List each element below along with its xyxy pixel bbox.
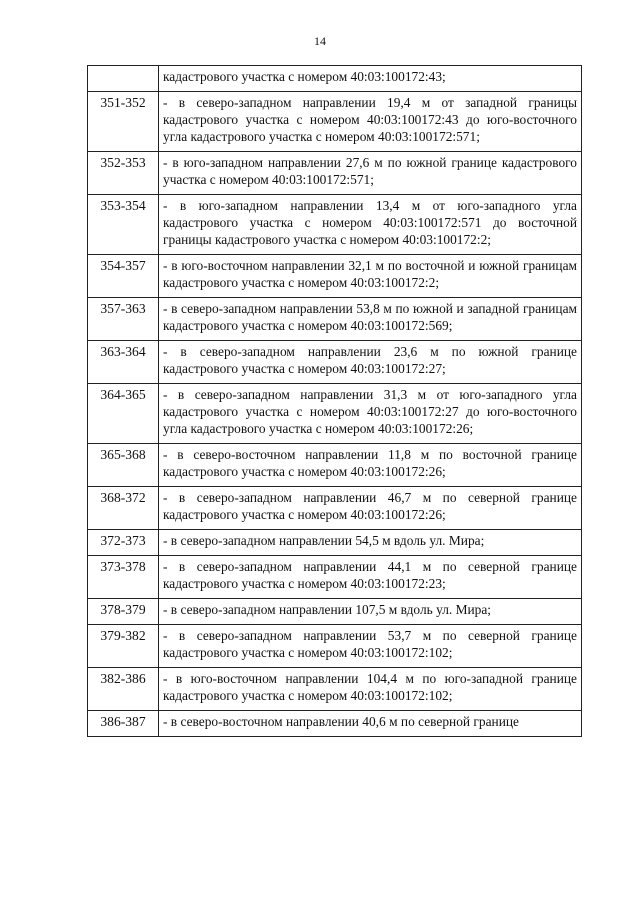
table-row [88,152,582,195]
table-row [88,625,582,668]
segment-cell: 352-353 [88,152,159,195]
table-row [88,668,582,711]
segment-cell: 363-364 [88,341,159,384]
segment-cell: 351-352 [88,92,159,152]
page-number: 14 [314,34,326,48]
description-cell: - в юго-западном направлении 13,4 м от юго-западного угла кадастрового участка с номером 40:03:100172:571 до восточной границы кадастрового участка с номером 40:03:100172:2; [159,195,582,255]
table-row [88,298,582,341]
segment-cell: 379-382 [88,625,159,668]
table-row [88,599,582,625]
table-row [88,444,582,487]
table-row [88,195,582,255]
description-cell: - в северо-западном направлении 31,3 м от юго-западного угла кадастрового участка с номером 40:03:100172:27 до юго-восточного угла кадастрового участка с номером 40:03:100172:26; [159,384,582,444]
table-body [88,66,582,737]
table-row [88,255,582,298]
description-cell: - в юго-восточном направлении 32,1 м по восточной и южной границам кадастрового участка с номером 40:03:100172:2; [159,255,582,298]
table-row [88,530,582,556]
table-row [88,487,582,530]
description-cell: - в северо-западном направлении 54,5 м вдоль ул. Мира; [159,530,582,556]
segment-cell: 354-357 [88,255,159,298]
description-cell: - в северо-западном направлении 53,7 м по северной границе кадастрового участка с номером 40:03:100172:102; [159,625,582,668]
description-cell: - в северо-западном направлении 19,4 м от западной границы кадастрового участка с номером 40:03:100172:43 до юго-восточного угла кадастрового участка с номером 40:03:100172:571; [159,92,582,152]
segment-cell: 353-354 [88,195,159,255]
segment-cell: 372-373 [88,530,159,556]
table-row [88,384,582,444]
table-row [88,341,582,384]
boundary-description-table [87,65,582,737]
description-cell: - в северо-восточном направлении 40,6 м по северной границе [159,711,582,737]
description-cell: - в юго-восточном направлении 104,4 м по юго-западной границе кадастрового участка с номером 40:03:100172:102; [159,668,582,711]
segment-cell: 382-386 [88,668,159,711]
table-row [88,92,582,152]
segment-cell [88,66,159,92]
table-row [88,711,582,737]
table-row [88,66,582,92]
description-cell: - в северо-восточном направлении 11,8 м по восточной границе кадастрового участка с номером 40:03:100172:26; [159,444,582,487]
description-cell: - в юго-западном направлении 27,6 м по южной границе кадастрового участка с номером 40:03:100172:571; [159,152,582,195]
segment-cell: 368-372 [88,487,159,530]
description-cell: - в северо-западном направлении 107,5 м вдоль ул. Мира; [159,599,582,625]
segment-cell: 386-387 [88,711,159,737]
description-cell: кадастрового участка с номером 40:03:100172:43; [159,66,582,92]
table-row [88,556,582,599]
description-cell: - в северо-западном направлении 46,7 м по северной границе кадастрового участка с номером 40:03:100172:26; [159,487,582,530]
description-cell: - в северо-западном направлении 44,1 м по северной границе кадастрового участка с номером 40:03:100172:23; [159,556,582,599]
segment-cell: 378-379 [88,599,159,625]
description-cell: - в северо-западном направлении 23,6 м по южной границе кадастрового участка с номером 40:03:100172:27; [159,341,582,384]
segment-cell: 365-368 [88,444,159,487]
segment-cell: 373-378 [88,556,159,599]
segment-cell: 364-365 [88,384,159,444]
segment-cell: 357-363 [88,298,159,341]
description-cell: - в северо-западном направлении 53,8 м по южной и западной границам кадастрового участка с номером 40:03:100172:569; [159,298,582,341]
